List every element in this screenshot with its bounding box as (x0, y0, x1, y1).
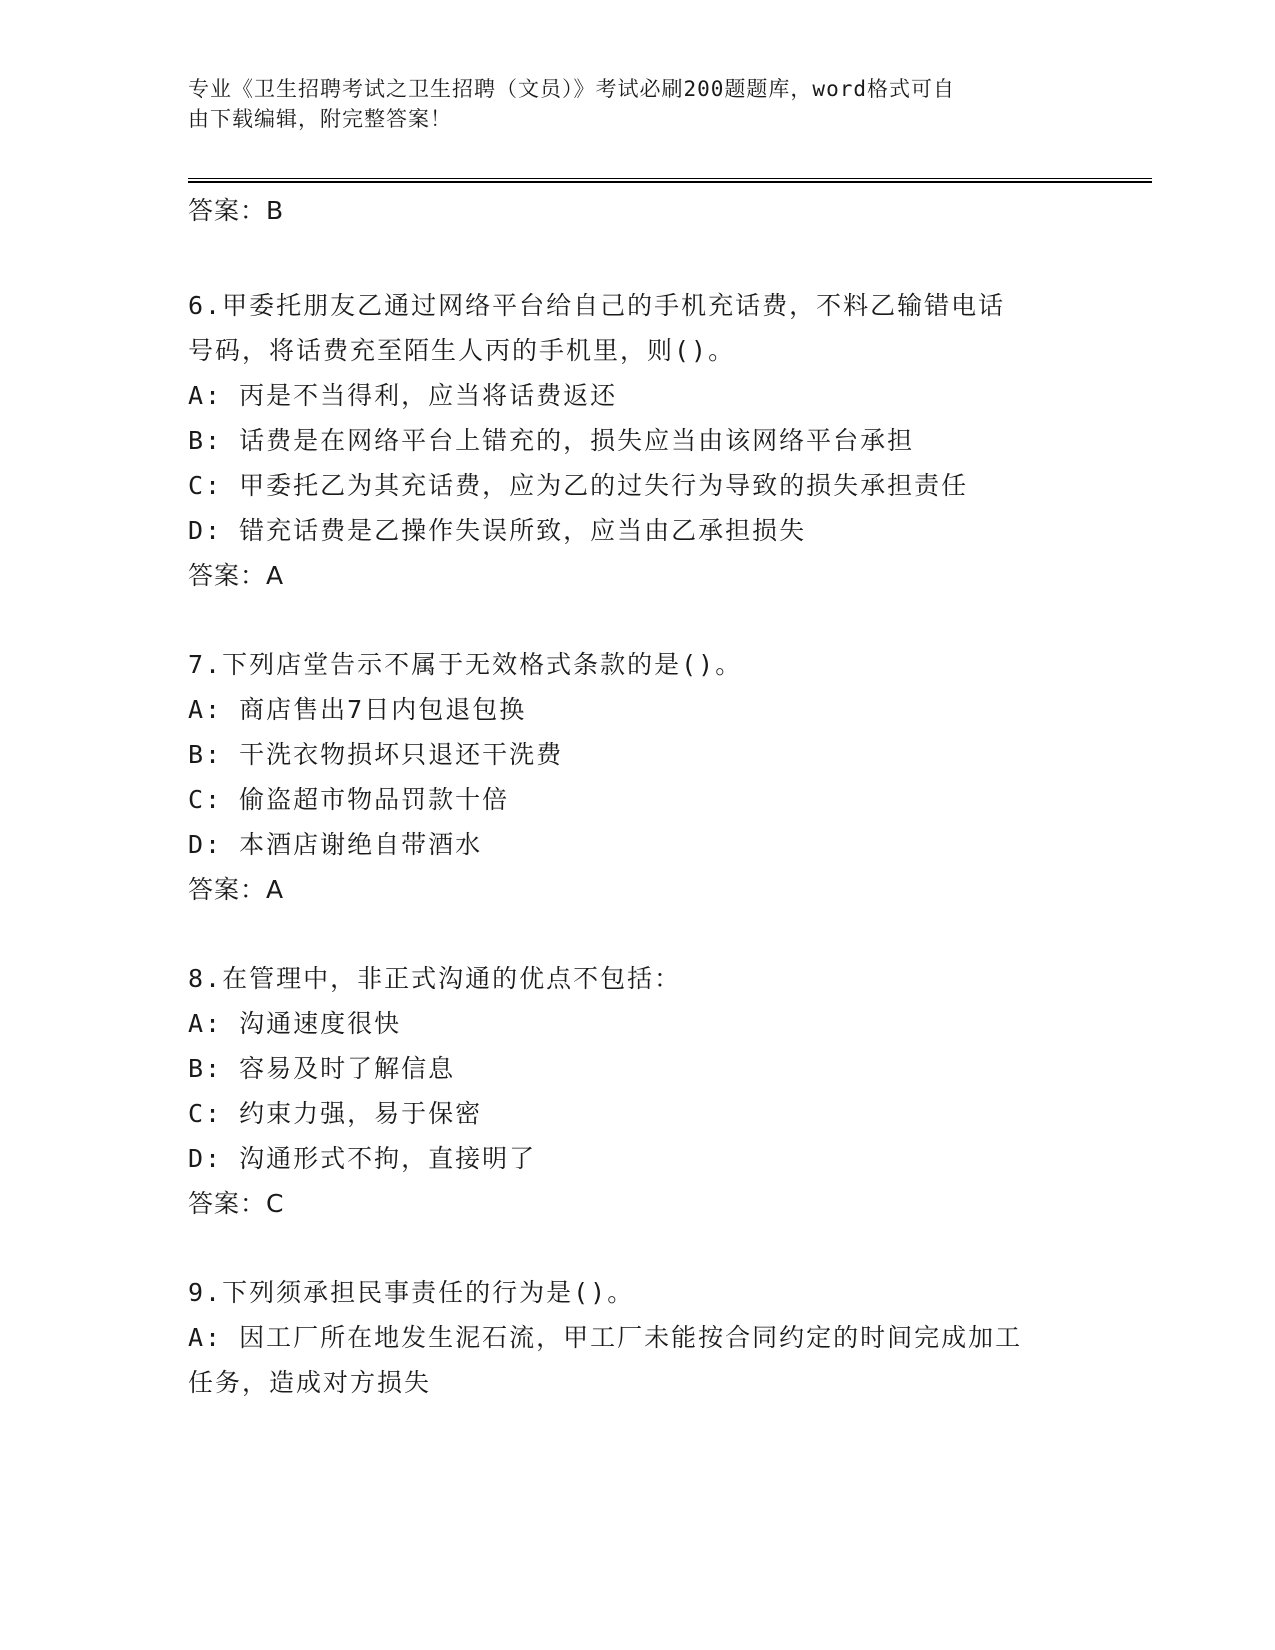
option-d: D: 错充话费是乙操作失误所致，应当由乙承担损失 (188, 516, 807, 545)
question-stem: 6.甲委托朋友乙通过网络平台给自己的手机充话费，不料乙输错电话 (188, 291, 1006, 320)
header-line-1: 专业《卫生招聘考试之卫生招聘（文员）》考试必刷200题题库，word格式可自 (188, 77, 955, 101)
header-divider-thick (188, 181, 1152, 183)
option-b: B: 话费是在网络平台上错充的，损失应当由该网络平台承担 (188, 426, 915, 455)
header-line-2: 由下载编辑，附完整答案！ (188, 107, 452, 131)
option-d: D: 沟通形式不拘，直接明了 (188, 1144, 537, 1173)
question-8 (188, 956, 1088, 1226)
question-stem: 8.在管理中，非正式沟通的优点不包括： (188, 964, 682, 993)
option-c: C: 约束力强，易于保密 (188, 1099, 483, 1128)
question-9 (188, 1270, 1088, 1405)
question-6 (188, 283, 1088, 598)
question-stem: 7.下列店堂告示不属于无效格式条款的是()。 (188, 650, 743, 679)
question-stem: 9.下列须承担民事责任的行为是()。 (188, 1278, 635, 1307)
option-c: C: 甲委托乙为其充话费，应为乙的过失行为导致的损失承担责任 (188, 471, 969, 500)
option-a-cont: 任务，造成对方损失 (188, 1368, 432, 1397)
option-b: B: 干洗衣物损坏只退还干洗费 (188, 740, 564, 769)
option-a: A: 沟通速度很快 (188, 1009, 402, 1038)
answer: 答案：C (188, 1189, 285, 1218)
option-c: C: 偷盗超市物品罚款十倍 (188, 785, 510, 814)
question-list (188, 188, 1088, 1405)
answer: 答案：A (188, 561, 285, 590)
question-stem-cont: 号码，将话费充至陌生人丙的手机里，则()。 (188, 336, 736, 365)
option-a: A: 商店售出7日内包退包换 (188, 695, 527, 724)
answer-5: 答案：B (188, 196, 285, 225)
answer: 答案：A (188, 875, 285, 904)
option-a: A: 因工厂所在地发生泥石流，甲工厂未能按合同约定的时间完成加工 (188, 1323, 1023, 1352)
option-b: B: 容易及时了解信息 (188, 1054, 456, 1083)
option-d: D: 本酒店谢绝自带酒水 (188, 830, 483, 859)
document-header (188, 74, 1088, 134)
header-divider-thin (188, 178, 1152, 179)
question-7 (188, 642, 1088, 912)
option-a: A: 丙是不当得利，应当将话费返还 (188, 381, 618, 410)
